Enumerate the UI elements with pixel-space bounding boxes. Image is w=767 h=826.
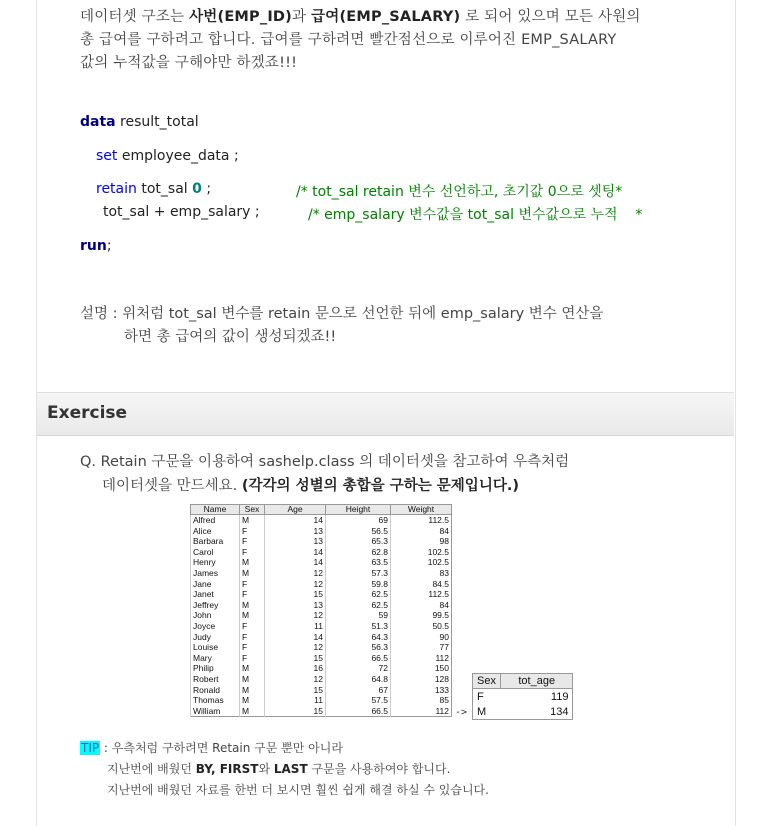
table-cell: 69 bbox=[326, 515, 391, 526]
table-cell: 66.5 bbox=[326, 706, 391, 717]
code-set-line bbox=[96, 148, 239, 164]
table-cell: 63.5 bbox=[326, 557, 391, 568]
table-cell: 12 bbox=[265, 579, 326, 590]
table-row bbox=[191, 695, 452, 706]
question-emphasis: (각각의 성별의 총합을 구하는 문제입니다.) bbox=[241, 478, 519, 494]
table-cell: 14 bbox=[265, 515, 326, 526]
retain-comment: /* tot_sal retain 변수 선언하고, 초기값 0으로 셋팅* bbox=[296, 184, 623, 200]
table-cell: 62.8 bbox=[326, 547, 391, 558]
table-cell: 13 bbox=[265, 526, 326, 537]
table-row bbox=[191, 674, 452, 685]
table-cell: 50.5 bbox=[391, 621, 452, 632]
exercise-header bbox=[37, 392, 734, 436]
table-cell: 133 bbox=[391, 685, 452, 696]
table-cell: 14 bbox=[265, 557, 326, 568]
table-cell: 13 bbox=[265, 536, 326, 547]
table-cell: 134 bbox=[550, 705, 569, 718]
semicolon: ; bbox=[106, 238, 112, 254]
table-cell: 83 bbox=[391, 568, 452, 579]
set-statement: employee_data ; bbox=[117, 148, 239, 164]
intro-text: 데이터셋 구조는 bbox=[80, 9, 190, 25]
table-cell: 14 bbox=[265, 547, 326, 558]
table-cell: Carol bbox=[191, 547, 240, 558]
table-cell: F bbox=[240, 589, 265, 600]
table-cell: 15 bbox=[265, 685, 326, 696]
intro-line-2: 총 급여를 구하려고 합니다. 급여를 구하려면 빨간점선으로 이루어진 EMP_SALARY bbox=[80, 32, 617, 48]
column-header: Height bbox=[326, 505, 391, 515]
table-row bbox=[191, 706, 452, 717]
table-cell: Judy bbox=[191, 632, 240, 643]
data-keyword: data bbox=[80, 114, 116, 130]
code-run-line bbox=[80, 238, 112, 254]
table-cell: 13 bbox=[265, 600, 326, 611]
column-header: Sex bbox=[473, 674, 501, 689]
table-cell: John bbox=[191, 610, 240, 621]
table-cell: M bbox=[240, 557, 265, 568]
table-cell: Joyce bbox=[191, 621, 240, 632]
table-row bbox=[191, 589, 452, 600]
sum-comment: /* emp_salary 변수값을 tot_sal 변수값으로 누적 * bbox=[308, 207, 643, 223]
table-cell: 150 bbox=[391, 663, 452, 674]
table-cell: Henry bbox=[191, 557, 240, 568]
table-cell: M bbox=[240, 663, 265, 674]
table-cell: M bbox=[240, 600, 265, 611]
column-header: tot_age bbox=[500, 674, 573, 689]
set-keyword: set bbox=[96, 148, 118, 164]
table-cell: 11 bbox=[265, 695, 326, 706]
column-header: Sex bbox=[240, 505, 265, 515]
table-cell: M bbox=[240, 610, 265, 621]
table-cell: 99.5 bbox=[391, 610, 452, 621]
table-cell: 112.5 bbox=[391, 515, 452, 526]
table-row bbox=[191, 568, 452, 579]
table-cell: 16 bbox=[265, 663, 326, 674]
intro-text: 로 되어 있으며 모든 사원의 bbox=[460, 9, 641, 25]
table-row bbox=[191, 557, 452, 568]
code-data-line bbox=[80, 114, 199, 130]
result-table bbox=[472, 673, 573, 720]
table-cell: Jane bbox=[191, 579, 240, 590]
description-line-1: 설명 : 위처럼 tot_sal 변수를 retain 문으로 선언한 뒤에 emp_salary 변수 연산을 bbox=[80, 306, 604, 322]
exercise-title: Exercise bbox=[47, 403, 128, 423]
table-cell: Thomas bbox=[191, 695, 240, 706]
table-cell: 77 bbox=[391, 642, 452, 653]
table-cell: 12 bbox=[265, 642, 326, 653]
table-cell: James bbox=[191, 568, 240, 579]
table-cell: 12 bbox=[265, 610, 326, 621]
column-header: Name bbox=[191, 505, 240, 515]
table-row bbox=[191, 632, 452, 643]
table-cell: Robert bbox=[191, 674, 240, 685]
table-row bbox=[191, 579, 452, 590]
table-cell: 85 bbox=[391, 695, 452, 706]
table-cell: F bbox=[477, 690, 484, 703]
table-cell: F bbox=[240, 621, 265, 632]
table-cell: 64.3 bbox=[326, 632, 391, 643]
table-cell: 128 bbox=[391, 674, 452, 685]
description-line-2: 하면 총 급여의 값이 생성되겠죠!! bbox=[124, 329, 337, 345]
table-cell: 119 bbox=[550, 690, 569, 703]
table-cell: F bbox=[240, 653, 265, 664]
tip-line-1: : 우측처럼 구하려면 Retain 구문 뿐만 아니라 bbox=[100, 741, 343, 755]
sashelp-class-table bbox=[190, 504, 452, 717]
table-cell: F bbox=[240, 536, 265, 547]
intro-text: 과 bbox=[292, 9, 312, 25]
tip-text: 구문을 사용하여야 합니다. bbox=[307, 762, 451, 776]
question-text: 데이터셋을 만드세요. bbox=[102, 478, 242, 494]
table-cell: 57.5 bbox=[326, 695, 391, 706]
emp-id-term: 사번(EMP_ID) bbox=[189, 9, 292, 25]
retain-keyword: retain bbox=[96, 181, 137, 197]
retain-variable: tot_sal bbox=[136, 181, 193, 197]
table-cell: Philip bbox=[191, 663, 240, 674]
table-cell: 98 bbox=[391, 536, 452, 547]
table-cell: M bbox=[240, 695, 265, 706]
table-row bbox=[191, 547, 452, 558]
table-row bbox=[191, 663, 452, 674]
table-cell: 84.5 bbox=[391, 579, 452, 590]
table-row bbox=[191, 642, 452, 653]
table-cell: 57.3 bbox=[326, 568, 391, 579]
arrow-indicator: -> bbox=[455, 707, 468, 718]
retain-initial-value: 0 bbox=[192, 181, 202, 197]
table-row bbox=[191, 653, 452, 664]
table-row bbox=[191, 610, 452, 621]
tip-line-3: 지난번에 배웠던 자료를 한번 더 보시면 훨씬 쉽게 해결 하실 수 있습니다. bbox=[107, 783, 489, 797]
table-cell: 84 bbox=[391, 526, 452, 537]
table-cell: M bbox=[240, 568, 265, 579]
question bbox=[80, 450, 700, 498]
table-cell: 72 bbox=[326, 663, 391, 674]
tip-section bbox=[80, 738, 700, 801]
intro-line-3: 값의 누적값을 구해야만 하겠죠!!! bbox=[80, 55, 298, 71]
emp-salary-term: 급여(EMP_SALARY) bbox=[311, 9, 461, 25]
table-cell: 67 bbox=[326, 685, 391, 696]
tip-text: 와 bbox=[258, 762, 274, 776]
table-cell: M bbox=[240, 674, 265, 685]
table-cell: M bbox=[240, 685, 265, 696]
table-cell: 112 bbox=[391, 706, 452, 717]
table-row bbox=[191, 685, 452, 696]
tip-keyword: BY, FIRST bbox=[195, 762, 259, 776]
table-cell: 15 bbox=[265, 706, 326, 717]
table-cell: 102.5 bbox=[391, 557, 452, 568]
table-cell: 11 bbox=[265, 621, 326, 632]
table-cell: F bbox=[240, 642, 265, 653]
table-row bbox=[191, 515, 452, 526]
table-cell: 84 bbox=[391, 600, 452, 611]
table-cell: 64.8 bbox=[326, 674, 391, 685]
table-cell: 56.3 bbox=[326, 642, 391, 653]
table-cell: M bbox=[477, 705, 487, 718]
table-cell: 51.3 bbox=[326, 621, 391, 632]
table-cell: Jeffrey bbox=[191, 600, 240, 611]
tip-keyword: LAST bbox=[273, 762, 308, 776]
intro-paragraph bbox=[80, 6, 700, 75]
column-header: Age bbox=[265, 505, 326, 515]
table-cell: Ronald bbox=[191, 685, 240, 696]
table-cell: 12 bbox=[265, 568, 326, 579]
table-cell: M bbox=[240, 515, 265, 526]
table-row bbox=[191, 621, 452, 632]
tip-label: TIP bbox=[81, 741, 100, 755]
table-cell: 62.5 bbox=[326, 589, 391, 600]
table-cell: 66.5 bbox=[326, 653, 391, 664]
table-row bbox=[473, 689, 573, 705]
semicolon: ; bbox=[201, 181, 212, 197]
table-row bbox=[191, 536, 452, 547]
table-cell: Mary bbox=[191, 653, 240, 664]
table-cell: 65.3 bbox=[326, 536, 391, 547]
table-cell: 14 bbox=[265, 632, 326, 643]
table-cell: F bbox=[240, 526, 265, 537]
table-cell: 62.5 bbox=[326, 600, 391, 611]
table-cell: 59.8 bbox=[326, 579, 391, 590]
table-cell: 56.5 bbox=[326, 526, 391, 537]
table-cell: 15 bbox=[265, 589, 326, 600]
question-line-1: Q. Retain 구문을 이용하여 sashelp.class 의 데이터셋을 참고하여 우측처럼 bbox=[80, 454, 570, 470]
table-cell: 15 bbox=[265, 653, 326, 664]
table-cell: Alfred bbox=[191, 515, 240, 526]
column-header: Weight bbox=[391, 505, 452, 515]
tip-text: 지난번에 배웠던 bbox=[107, 762, 196, 776]
dataset-name: result_total bbox=[115, 114, 199, 130]
table-cell: Louise bbox=[191, 642, 240, 653]
table-cell: William bbox=[191, 706, 240, 717]
table-cell: Barbara bbox=[191, 536, 240, 547]
description bbox=[80, 303, 700, 349]
table-cell: F bbox=[240, 547, 265, 558]
table-cell: 12 bbox=[265, 674, 326, 685]
table-row bbox=[473, 704, 573, 720]
table-cell: Alice bbox=[191, 526, 240, 537]
table-cell: F bbox=[240, 632, 265, 643]
table-cell: 112.5 bbox=[391, 589, 452, 600]
table-cell: Janet bbox=[191, 589, 240, 600]
table-cell: 90 bbox=[391, 632, 452, 643]
sum-statement: tot_sal + emp_salary ; bbox=[103, 204, 260, 220]
table-cell: F bbox=[240, 579, 265, 590]
table-cell: 102.5 bbox=[391, 547, 452, 558]
table-cell: 59 bbox=[326, 610, 391, 621]
table-cell: 112 bbox=[391, 653, 452, 664]
code-retain-line bbox=[96, 181, 211, 197]
table-row bbox=[191, 526, 452, 537]
table-row bbox=[191, 600, 452, 611]
table-cell: M bbox=[240, 706, 265, 717]
run-keyword: run bbox=[80, 238, 107, 254]
